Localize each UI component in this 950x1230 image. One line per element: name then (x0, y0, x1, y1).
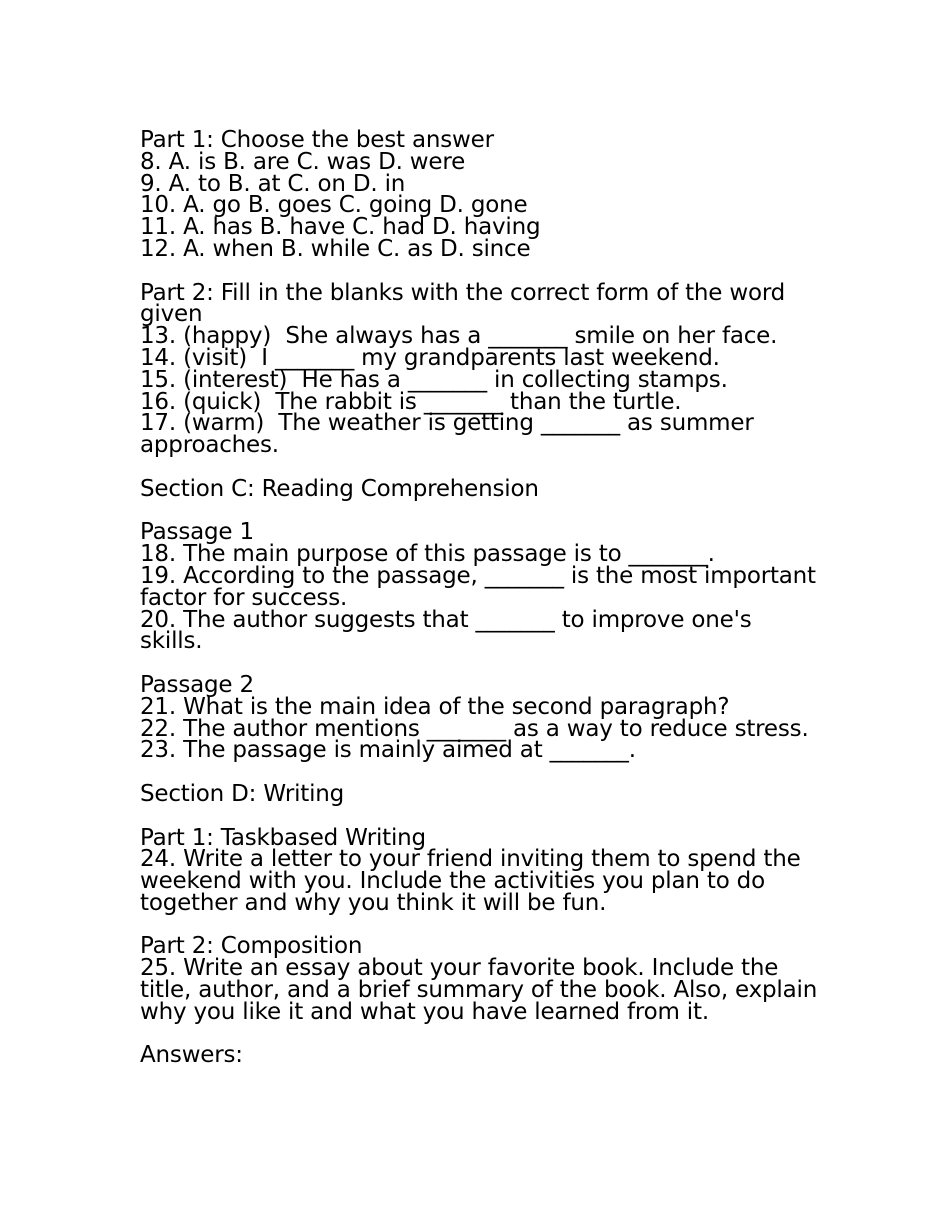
question-20: 20. The author suggests that _______ to improve one's skills. (140, 606, 759, 655)
question-16: 16. (quick) The rabbit is _______ than the turtle. (140, 388, 682, 415)
part2-heading: Part 2: Fill in the blanks with the correct form of the word given (140, 279, 793, 328)
passage-1-title: Passage 1 (140, 519, 254, 546)
question-18: 18. The main purpose of this passage is to _______. (140, 541, 715, 568)
question-10: 10. A. go B. goes C. going D. gone (140, 192, 528, 219)
question-25: 25. Write an essay about your favorite book. Include the title, author, and a brief summary of the book. Also, explain why you like it and what you have learned from it. (140, 955, 825, 1025)
question-22: 22. The author mentions _______ as a way to reduce stress. (140, 715, 809, 742)
question-15: 15. (interest) He has a _______ in collecting stamps. (140, 366, 728, 393)
question-21: 21. What is the main idea of the second paragraph? (140, 693, 730, 720)
question-13: 13. (happy) She always has a _______ smile on her face. (140, 323, 778, 350)
question-11: 11. A. has B. have C. had D. having (140, 214, 541, 241)
question-14: 14. (visit) I _______ my grandparents last weekend. (140, 344, 720, 371)
question-17: 17. (warm) The weather is getting _______ as summer approaches. (140, 410, 761, 459)
question-19: 19. According to the passage, _______ is the most important factor for success. (140, 562, 823, 611)
answers-heading: Answers: (140, 1042, 243, 1069)
question-9: 9. A. to B. at C. on D. in (140, 170, 406, 197)
part1-heading: Part 1: Choose the best answer (140, 127, 494, 153)
document-page (140, 127, 825, 1069)
question-8: 8. A. is B. are C. was D. were (140, 148, 466, 175)
section-c-heading: Section C: Reading Comprehension (140, 475, 539, 502)
question-12: 12. A. when B. while C. as D. since (140, 235, 531, 262)
passage-2-title: Passage 2 (140, 671, 254, 698)
task-writing-title: Part 1: Taskbased Writing (140, 824, 426, 851)
question-24: 24. Write a letter to your friend inviting them to spend the weekend with you. Include the activities you plan to do together and why you think it will be fun. (140, 846, 808, 916)
question-23: 23. The passage is mainly aimed at _______. (140, 737, 636, 764)
section-d-heading: Section D: Writing (140, 780, 345, 807)
composition-title: Part 2: Composition (140, 933, 363, 960)
